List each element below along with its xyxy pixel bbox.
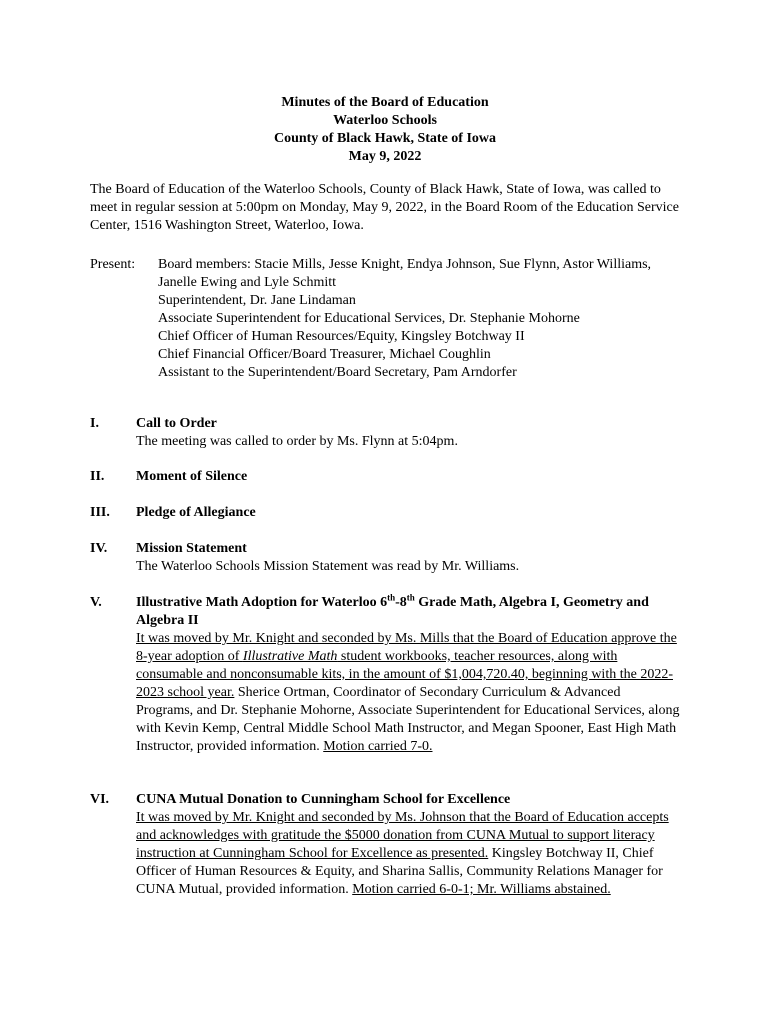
present-associate-superintendent: Associate Superintendent for Educational Services, Dr. Stephanie Mohorne: [158, 311, 580, 326]
motion-italic: Illustrative Math: [242, 649, 338, 664]
superscript: th: [406, 592, 415, 603]
present-cfo: Chief Financial Officer/Board Treasurer, Michael Coughlin: [158, 347, 491, 362]
title-part: Illustrative Math Adoption for Waterloo 6: [136, 595, 388, 610]
item-number: VI.: [90, 792, 110, 807]
item-text: [136, 630, 680, 756]
header-county: County of Black Hawk, State of Iowa: [273, 131, 497, 146]
item-number: III.: [90, 505, 110, 520]
info-text: Kingsley Botchway II, Chief Officer of Human Resources & Equity, and Sharina Sallis, Community Relations Manager for CUNA Mutual, provided information.: [136, 846, 663, 897]
header-title: Minutes of the Board of Education: [281, 95, 489, 110]
item-title: Call to Order: [136, 416, 217, 431]
item-title: Mission Statement: [136, 541, 247, 556]
present-board-members: Board members: Stacie Mills, Jesse Knight, Endya Johnson, Sue Flynn, Astor Williams, Janelle Ewing and Lyle Schmitt: [158, 257, 652, 290]
present-board-secretary: Assistant to the Superintendent/Board Secretary, Pam Arndorfer: [158, 365, 517, 380]
header-date: May 9, 2022: [348, 149, 422, 164]
item-title: [136, 594, 680, 630]
document-header: [0, 94, 770, 166]
info-text: Sherice Ortman, Coordinator of Secondary Curriculum & Advanced Programs, and Dr. Stephanie Mohorne, Associate Superintendent for Educational Services, along with Kevin Kemp, Central Middle School Math Instructor, and Megan Spooner, East High Math Instructor, provided information.: [136, 685, 680, 754]
present-superintendent: Superintendent, Dr. Jane Lindaman: [158, 293, 356, 308]
item-number: I.: [90, 416, 99, 431]
superscript: th: [387, 592, 396, 603]
item-text: [136, 809, 680, 899]
item-title: Moment of Silence: [136, 469, 248, 484]
item-title: CUNA Mutual Donation to Cunningham School for Excellence: [136, 792, 511, 807]
present-list: [158, 256, 680, 382]
present-chief-hr-officer: Chief Officer of Human Resources/Equity, Kingsley Botchway II: [158, 329, 525, 344]
item-number: V.: [90, 595, 102, 610]
item-number: II.: [90, 469, 105, 484]
motion-part: It was moved by Mr. Knight and seconded by Ms. Mills that the Board of Education approve the 8-year adoption of: [136, 631, 677, 664]
motion-result: Motion carried 7-0.: [323, 739, 433, 754]
present-label: Present:: [90, 257, 136, 272]
motion-text: It was moved by Mr. Knight and seconded by Ms. Johnson that the Board of Education accepts and acknowledges with gratitude the $5000 donation from CUNA Mutual to support literacy instruction at Cunningham School for Excellence as presented.: [136, 810, 669, 861]
title-part: Grade Math, Algebra I, Geometry and Algebra II: [136, 595, 649, 628]
item-title: Pledge of Allegiance: [136, 505, 256, 520]
title-part: -8: [395, 595, 407, 610]
item-number: IV.: [90, 541, 108, 556]
motion-part: student workbooks, teacher resources, along with consumable and nonconsumable kits, in the amount of $1,004,720.40, beginning with the 2022-2023 school year.: [136, 649, 673, 700]
item-text: The Waterloo Schools Mission Statement was read by Mr. Williams.: [136, 559, 520, 574]
header-district: Waterloo Schools: [333, 113, 437, 128]
item-text: The meeting was called to order by Ms. Flynn at 5:04pm.: [136, 434, 458, 449]
intro-paragraph: The Board of Education of the Waterloo Schools, County of Black Hawk, State of Iowa, was called to meet in regular session at 5:00pm on Monday, May 9, 2022, in the Board Room of the Education Service Center, 1516 Washington Street, Waterloo, Iowa.: [90, 182, 679, 233]
motion-result: Motion carried 6-0-1; Mr. Williams abstained.: [352, 882, 611, 897]
